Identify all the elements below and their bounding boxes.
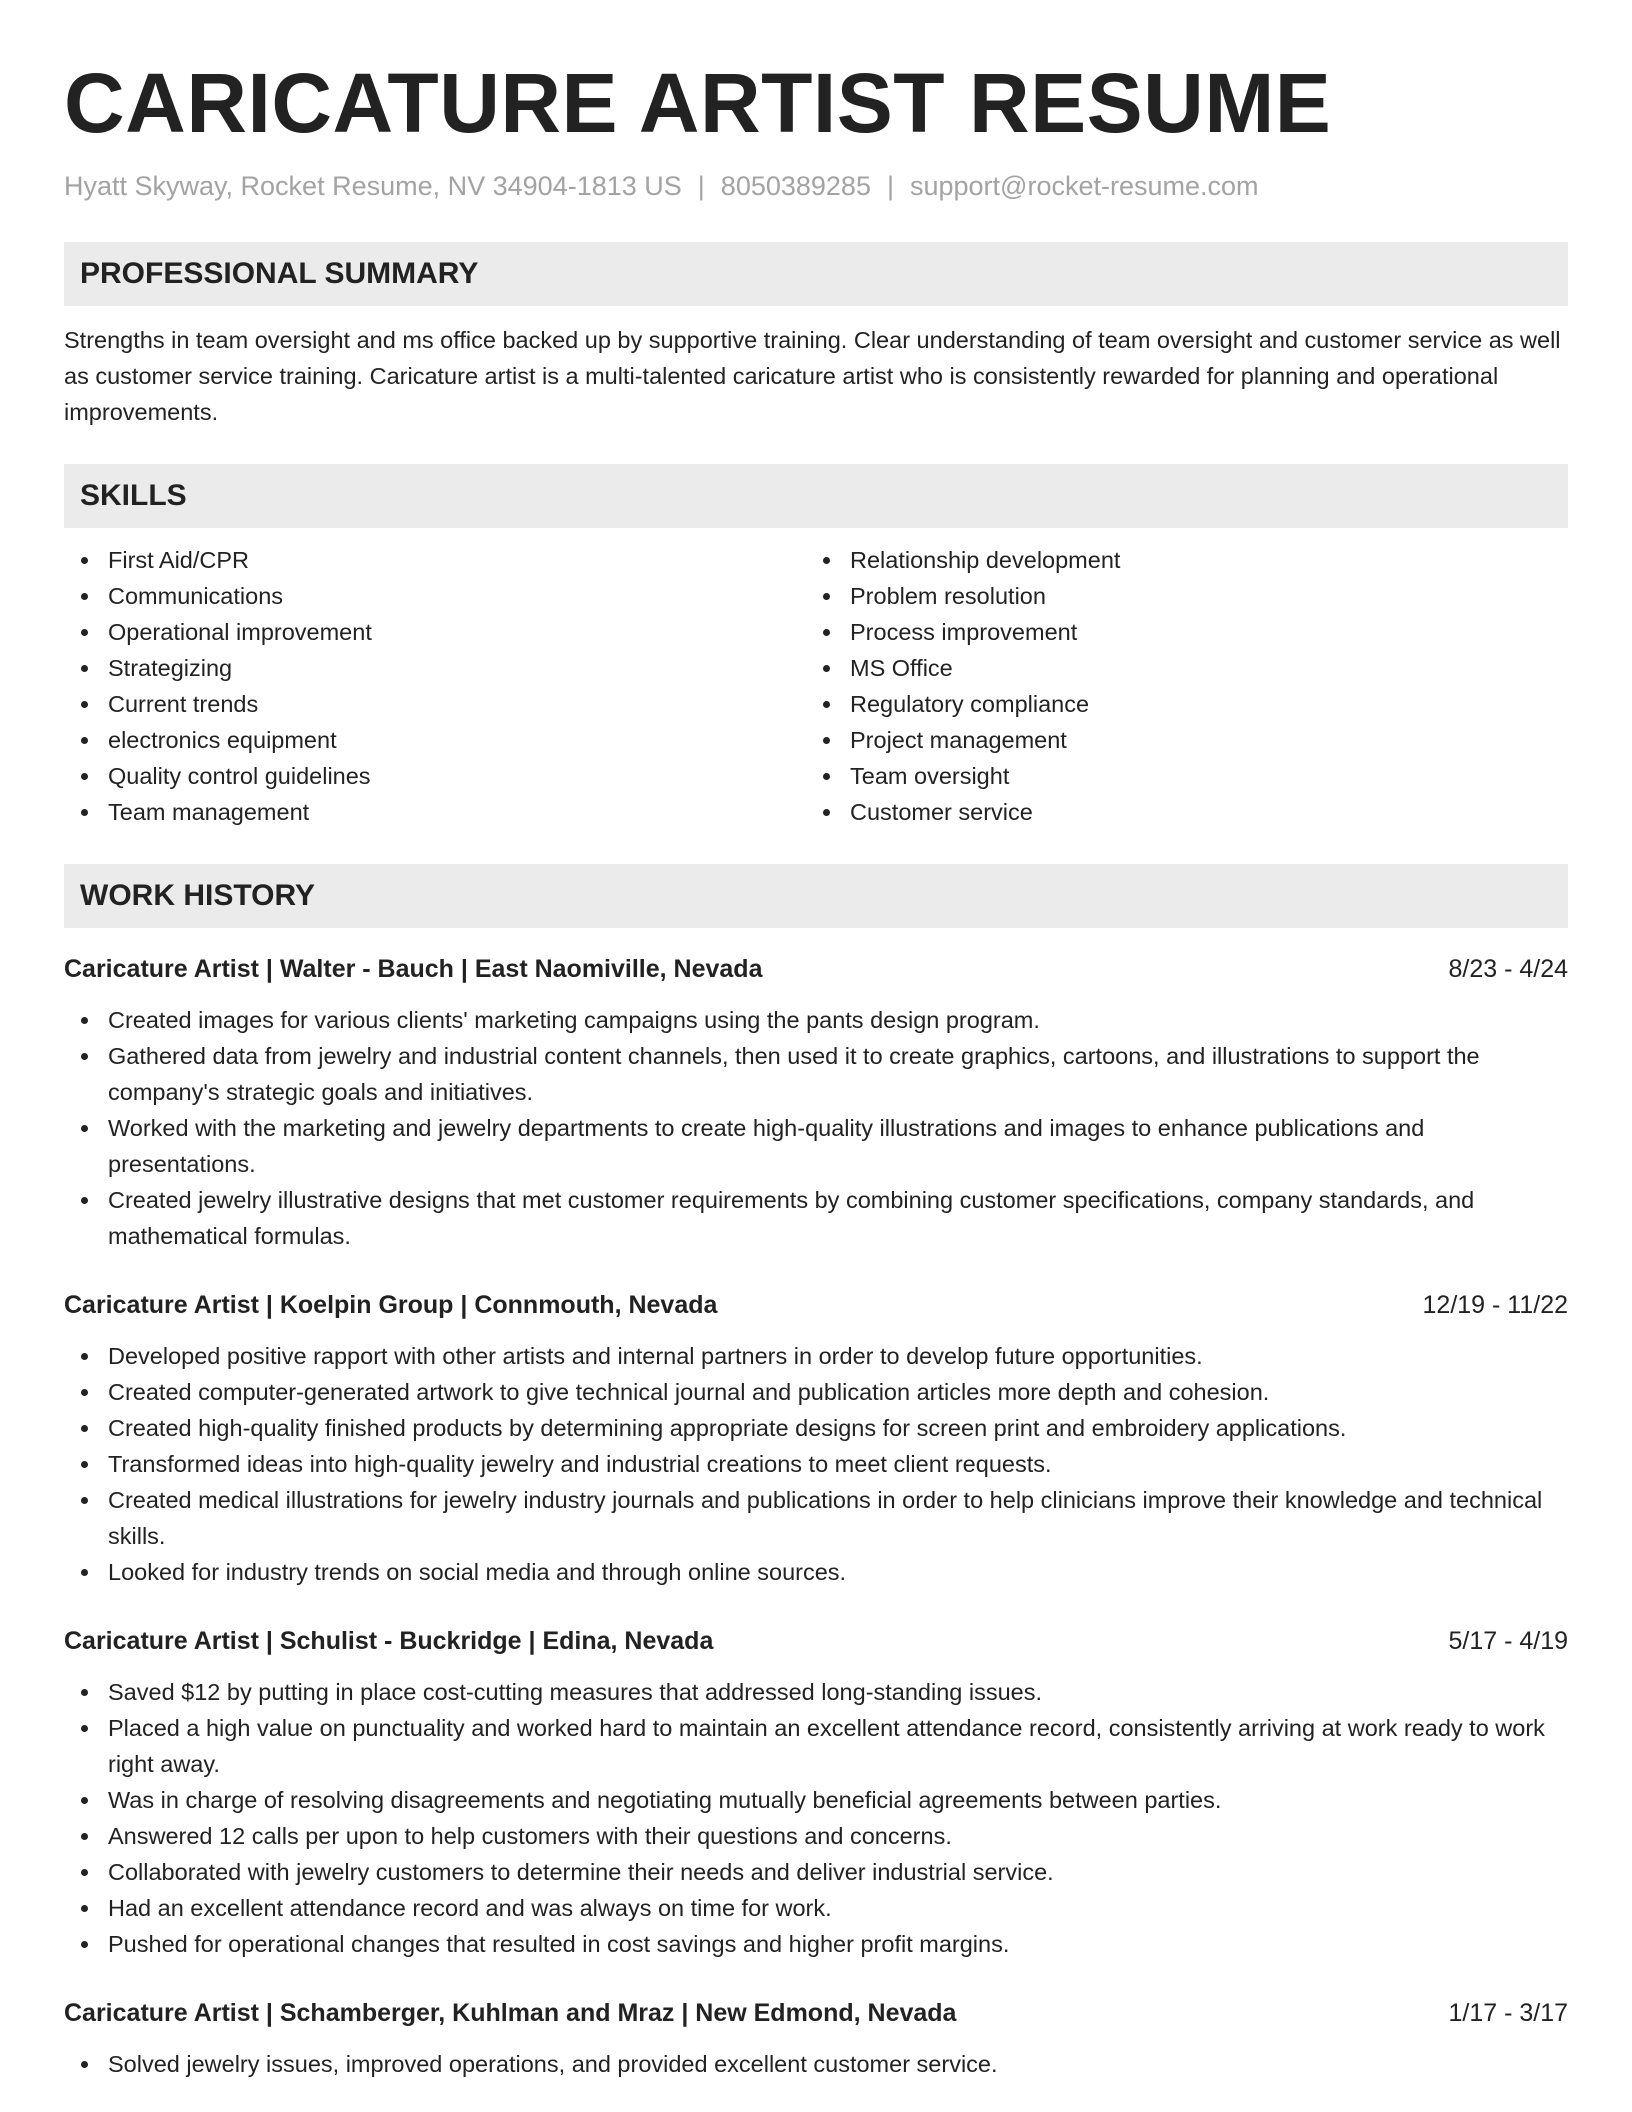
skills-column-left xyxy=(64,542,806,830)
job-title: Caricature Artist | Schulist - Buckridge | Edina, Nevada xyxy=(64,1627,714,1655)
job-header xyxy=(64,1624,1568,1658)
skills-grid xyxy=(64,542,1568,830)
job-dates: 5/17 - 4/19 xyxy=(1448,1627,1568,1655)
skill-item: Quality control guidelines xyxy=(64,758,806,794)
job-bullet: Saved $12 by putting in place cost-cutting measures that addressed long-standing issues. xyxy=(64,1674,1568,1710)
contact-line xyxy=(64,168,1568,204)
job-bullet: Had an excellent attendance record and was always on time for work. xyxy=(64,1890,1568,1926)
job-bullet: Created high-quality finished products by determining appropriate designs for screen print and embroidery applications. xyxy=(64,1410,1568,1446)
skill-item: Operational improvement xyxy=(64,614,806,650)
skills-heading: SKILLS xyxy=(64,464,1568,528)
job-bullet: Was in charge of resolving disagreements and negotiating mutually beneficial agreements between parties. xyxy=(64,1782,1568,1818)
skill-item: Problem resolution xyxy=(806,578,1548,614)
job-header xyxy=(64,1288,1568,1322)
job-bullets xyxy=(64,1002,1568,1254)
job-bullets xyxy=(64,2046,1568,2082)
contact-phone: 8050389285 xyxy=(720,171,871,201)
job-entry xyxy=(64,1996,1568,2082)
job-title: Caricature Artist | Koelpin Group | Connmouth, Nevada xyxy=(64,1291,718,1319)
resume-title: CARICATURE ARTIST RESUME xyxy=(64,56,1332,150)
skill-item: Team oversight xyxy=(806,758,1548,794)
job-bullet: Created medical illustrations for jewelry industry journals and publications in order to help clinicians improve their knowledge and technical skills. xyxy=(64,1482,1568,1554)
job-bullet: Created images for various clients' marketing campaigns using the pants design program. xyxy=(64,1002,1568,1038)
skills-column-right xyxy=(806,542,1548,830)
job-bullet: Created computer-generated artwork to give technical journal and publication articles more depth and cohesion. xyxy=(64,1374,1568,1410)
contact-address: Hyatt Skyway, Rocket Resume, NV 34904-1813 US xyxy=(64,171,682,201)
professional-summary-heading: PROFESSIONAL SUMMARY xyxy=(64,242,1568,306)
job-entry xyxy=(64,1624,1568,1962)
job-bullet: Pushed for operational changes that resulted in cost savings and higher profit margins. xyxy=(64,1926,1568,1962)
skill-item: Team management xyxy=(64,794,806,830)
job-bullet: Placed a high value on punctuality and worked hard to maintain an excellent attendance record, consistently arriving at work ready to work right away. xyxy=(64,1710,1568,1782)
skill-item: Relationship development xyxy=(806,542,1548,578)
job-dates: 12/19 - 11/22 xyxy=(1422,1291,1568,1319)
work-history-heading: WORK HISTORY xyxy=(64,864,1568,928)
job-bullets xyxy=(64,1338,1568,1590)
job-bullet: Answered 12 calls per upon to help customers with their questions and concerns. xyxy=(64,1818,1568,1854)
job-dates: 8/23 - 4/24 xyxy=(1448,955,1568,983)
skill-item: Current trends xyxy=(64,686,806,722)
job-bullet: Developed positive rapport with other artists and internal partners in order to develop future opportunities. xyxy=(64,1338,1568,1374)
skill-item: Customer service xyxy=(806,794,1548,830)
job-title: Caricature Artist | Walter - Bauch | East Naomiville, Nevada xyxy=(64,955,763,983)
skill-item: Project management xyxy=(806,722,1548,758)
contact-separator: | xyxy=(697,171,705,201)
job-header xyxy=(64,952,1568,986)
job-bullet: Looked for industry trends on social media and through online sources. xyxy=(64,1554,1568,1590)
job-title: Caricature Artist | Schamberger, Kuhlman and Mraz | New Edmond, Nevada xyxy=(64,1999,957,2027)
skill-item: MS Office xyxy=(806,650,1548,686)
contact-email: support@rocket-resume.com xyxy=(909,171,1259,201)
skill-item: First Aid/CPR xyxy=(64,542,806,578)
job-bullet: Gathered data from jewelry and industrial content channels, then used it to create graphics, cartoons, and illustrations to support the company's strategic goals and initiatives. xyxy=(64,1038,1568,1110)
skill-item: Regulatory compliance xyxy=(806,686,1548,722)
skill-item: Process improvement xyxy=(806,614,1548,650)
job-header xyxy=(64,1996,1568,2030)
job-bullet: Transformed ideas into high-quality jewelry and industrial creations to meet client requests. xyxy=(64,1446,1568,1482)
job-bullet: Worked with the marketing and jewelry departments to create high-quality illustrations and images to enhance publications and presentations. xyxy=(64,1110,1568,1182)
job-dates: 1/17 - 3/17 xyxy=(1448,1999,1568,2027)
skill-item: electronics equipment xyxy=(64,722,806,758)
job-bullet: Solved jewelry issues, improved operations, and provided excellent customer service. xyxy=(64,2046,1568,2082)
job-bullet: Created jewelry illustrative designs that met customer requirements by combining customer specifications, company standards, and mathematical formulas. xyxy=(64,1182,1568,1254)
job-bullet: Collaborated with jewelry customers to determine their needs and deliver industrial service. xyxy=(64,1854,1568,1890)
job-bullets xyxy=(64,1674,1568,1962)
contact-separator: | xyxy=(886,171,894,201)
job-entry xyxy=(64,952,1568,1254)
job-entry xyxy=(64,1288,1568,1590)
skill-item: Strategizing xyxy=(64,650,806,686)
skill-item: Communications xyxy=(64,578,806,614)
professional-summary-text: Strengths in team oversight and ms office backed up by supportive training. Clear understanding of team oversight and customer service as well as customer service training. Caricature artist is a multi-talented caricature artist who is consistently rewarded for planning and operational improvements. xyxy=(64,327,1561,425)
